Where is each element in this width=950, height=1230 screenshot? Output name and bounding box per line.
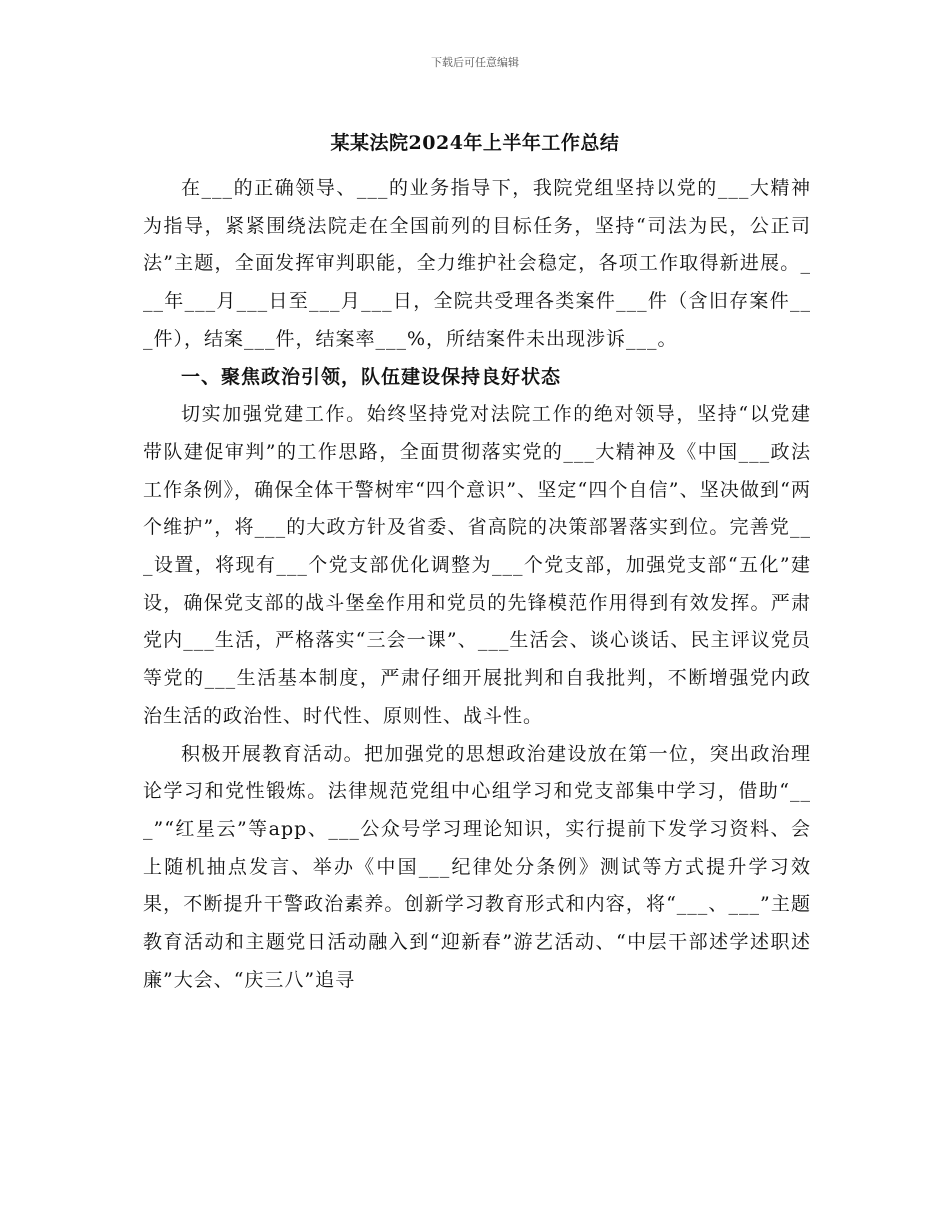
document-body [143,170,811,999]
header-note: 下载后可任意编辑 [431,56,519,69]
intro-paragraph: 在___的正确领导、___的业务指导下，我院党组坚持以党的___大精神为指导，紧紧围绕法院走在全国前列的目标任务，坚持“司法为民，公正司法”主题，全面发挥审判职能，全力维护社会稳定，各项工作取得新进展。___年___月___日至___月___日，全院共受理各类案件___件（含旧存案件___件），结案___件，结案率___%，所结案件未出现涉诉___。 [143,177,811,350]
document-title: 某某法院2024年上半年工作总结 [330,132,620,154]
education-paragraph: 积极开展教育活动。把加强党的思想政治建设放在第一位，突出政治理论学习和党性锻炼。法律规范党组中心组学习和党支部集中学习，借助“___”“红星云”等app、___公众号学习理论知识，实行提前下发学习资料、会上随机抽点发言、举办《中国___纪律处分条例》测试等方式提升学习效果，不断提升干警政治素养。创新学习教育形式和内容，将“___、___”主题教育活动和主题党日活动融入到“迎新春”游艺活动、“中层干部述学述职述廉”大会、“庆三八”追寻 [143,742,811,991]
section-heading-1: 一、聚焦政治引领，队伍建设保持良好状态 [181,365,562,388]
party-building-paragraph: 切实加强党建工作。始终坚持党对法院工作的绝对领导，坚持“以党建带队建促审判”的工作思路，全面贯彻落实党的___大精神及《中国___政法工作条例》，确保全体干警树牢“四个意识”、坚定“四个自信”、坚决做到“两个维护”，将___的大政方针及省委、省高院的决策部署落实到位。完善党___设置，将现有___个党支部优化调整为___个党支部，加强党支部“五化”建设，确保党支部的战斗堡垒作用和党员的先锋模范作用得到有效发挥。严肃党内___生活，严格落实“三会一课”、___生活会、谈心谈话、民主评议党员等党的___生活基本制度，严肃仔细开展批判和自我批判，不断增强党内政治生活的政治性、时代性、原则性、战斗性。 [143,403,811,727]
